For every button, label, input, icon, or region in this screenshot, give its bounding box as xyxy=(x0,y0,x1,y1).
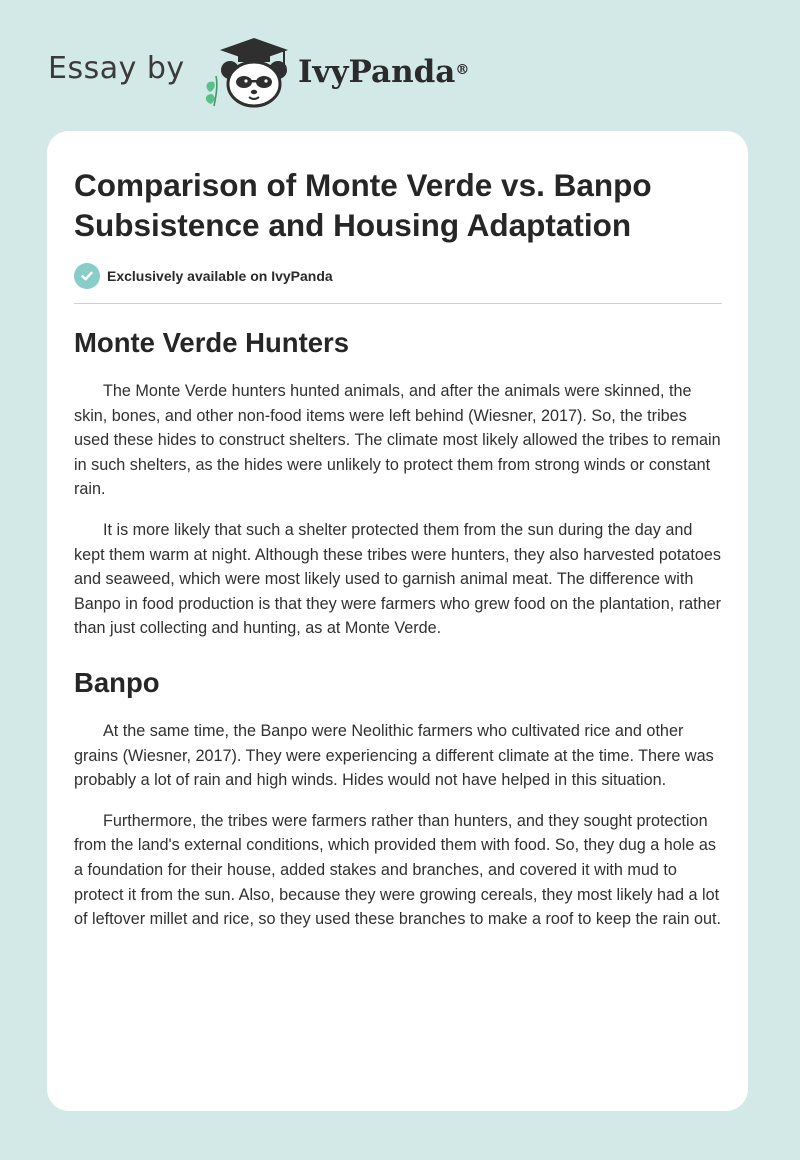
brand-name[interactable] xyxy=(298,52,469,92)
brand-text: IvyPanda xyxy=(298,54,456,90)
essay-card xyxy=(47,131,748,1111)
exclusive-badge xyxy=(74,263,333,289)
paragraph: Furthermore, the tribes were farmers rather than hunters, and they sought protection from the land's external conditions, which provided them with food. So, they dug a hole as a foundation for their house, added stakes and branches, and covered it with mud to protect it from the sun. Also, because they were growing cereals, they most likely had a lot of leftover millet and rice, so they used these branches to make a roof to keep the rain out. xyxy=(74,811,721,929)
exclusive-badge-text: Exclusively available on IvyPanda xyxy=(107,268,333,284)
essay-body xyxy=(74,323,724,948)
check-circle-icon xyxy=(74,263,100,289)
registered-mark: ® xyxy=(455,62,470,78)
site-header xyxy=(0,0,800,130)
section-heading-banpo: Banpo xyxy=(74,666,160,698)
section-heading-monte-verde: Monte Verde Hunters xyxy=(74,327,350,358)
paragraph: At the same time, the Banpo were Neolithic farmers who cultivated rice and other grains (Wiesner, 2017). They were experiencing a different climate at the time. There was probably a lot of rain and high winds. Hides would not have helped in this situation. xyxy=(74,721,714,790)
paragraph: The Monte Verde hunters hunted animals, and after the animals were skinned, the skin, bones, and other non-food items were left behind (Wiesner, 2017). So, the tribes used these hides to construct shelters. The climate most likely allowed the tribes to remain in such shelters, as the hides were unlikely to protect them from strong winds or constant rain. xyxy=(74,382,721,499)
essay-title: Comparison of Monte Verde vs. Banpo Subsistence and Housing Adaptation xyxy=(74,167,652,243)
panda-graduate-logo-icon[interactable] xyxy=(200,36,292,110)
essay-by-label: Essay by xyxy=(48,51,185,86)
divider xyxy=(74,303,722,304)
paragraph: It is more likely that such a shelter protected them from the sun during the day and kept them warm at night. Although these tribes were hunters, they also harvested potatoes and seaweed, which were most likely used to garnish animal meat. The difference with Banpo in food production is that they were farmers who grew food on the plantation, rather than just collecting and hunting, as at Monte Verde. xyxy=(74,520,721,638)
